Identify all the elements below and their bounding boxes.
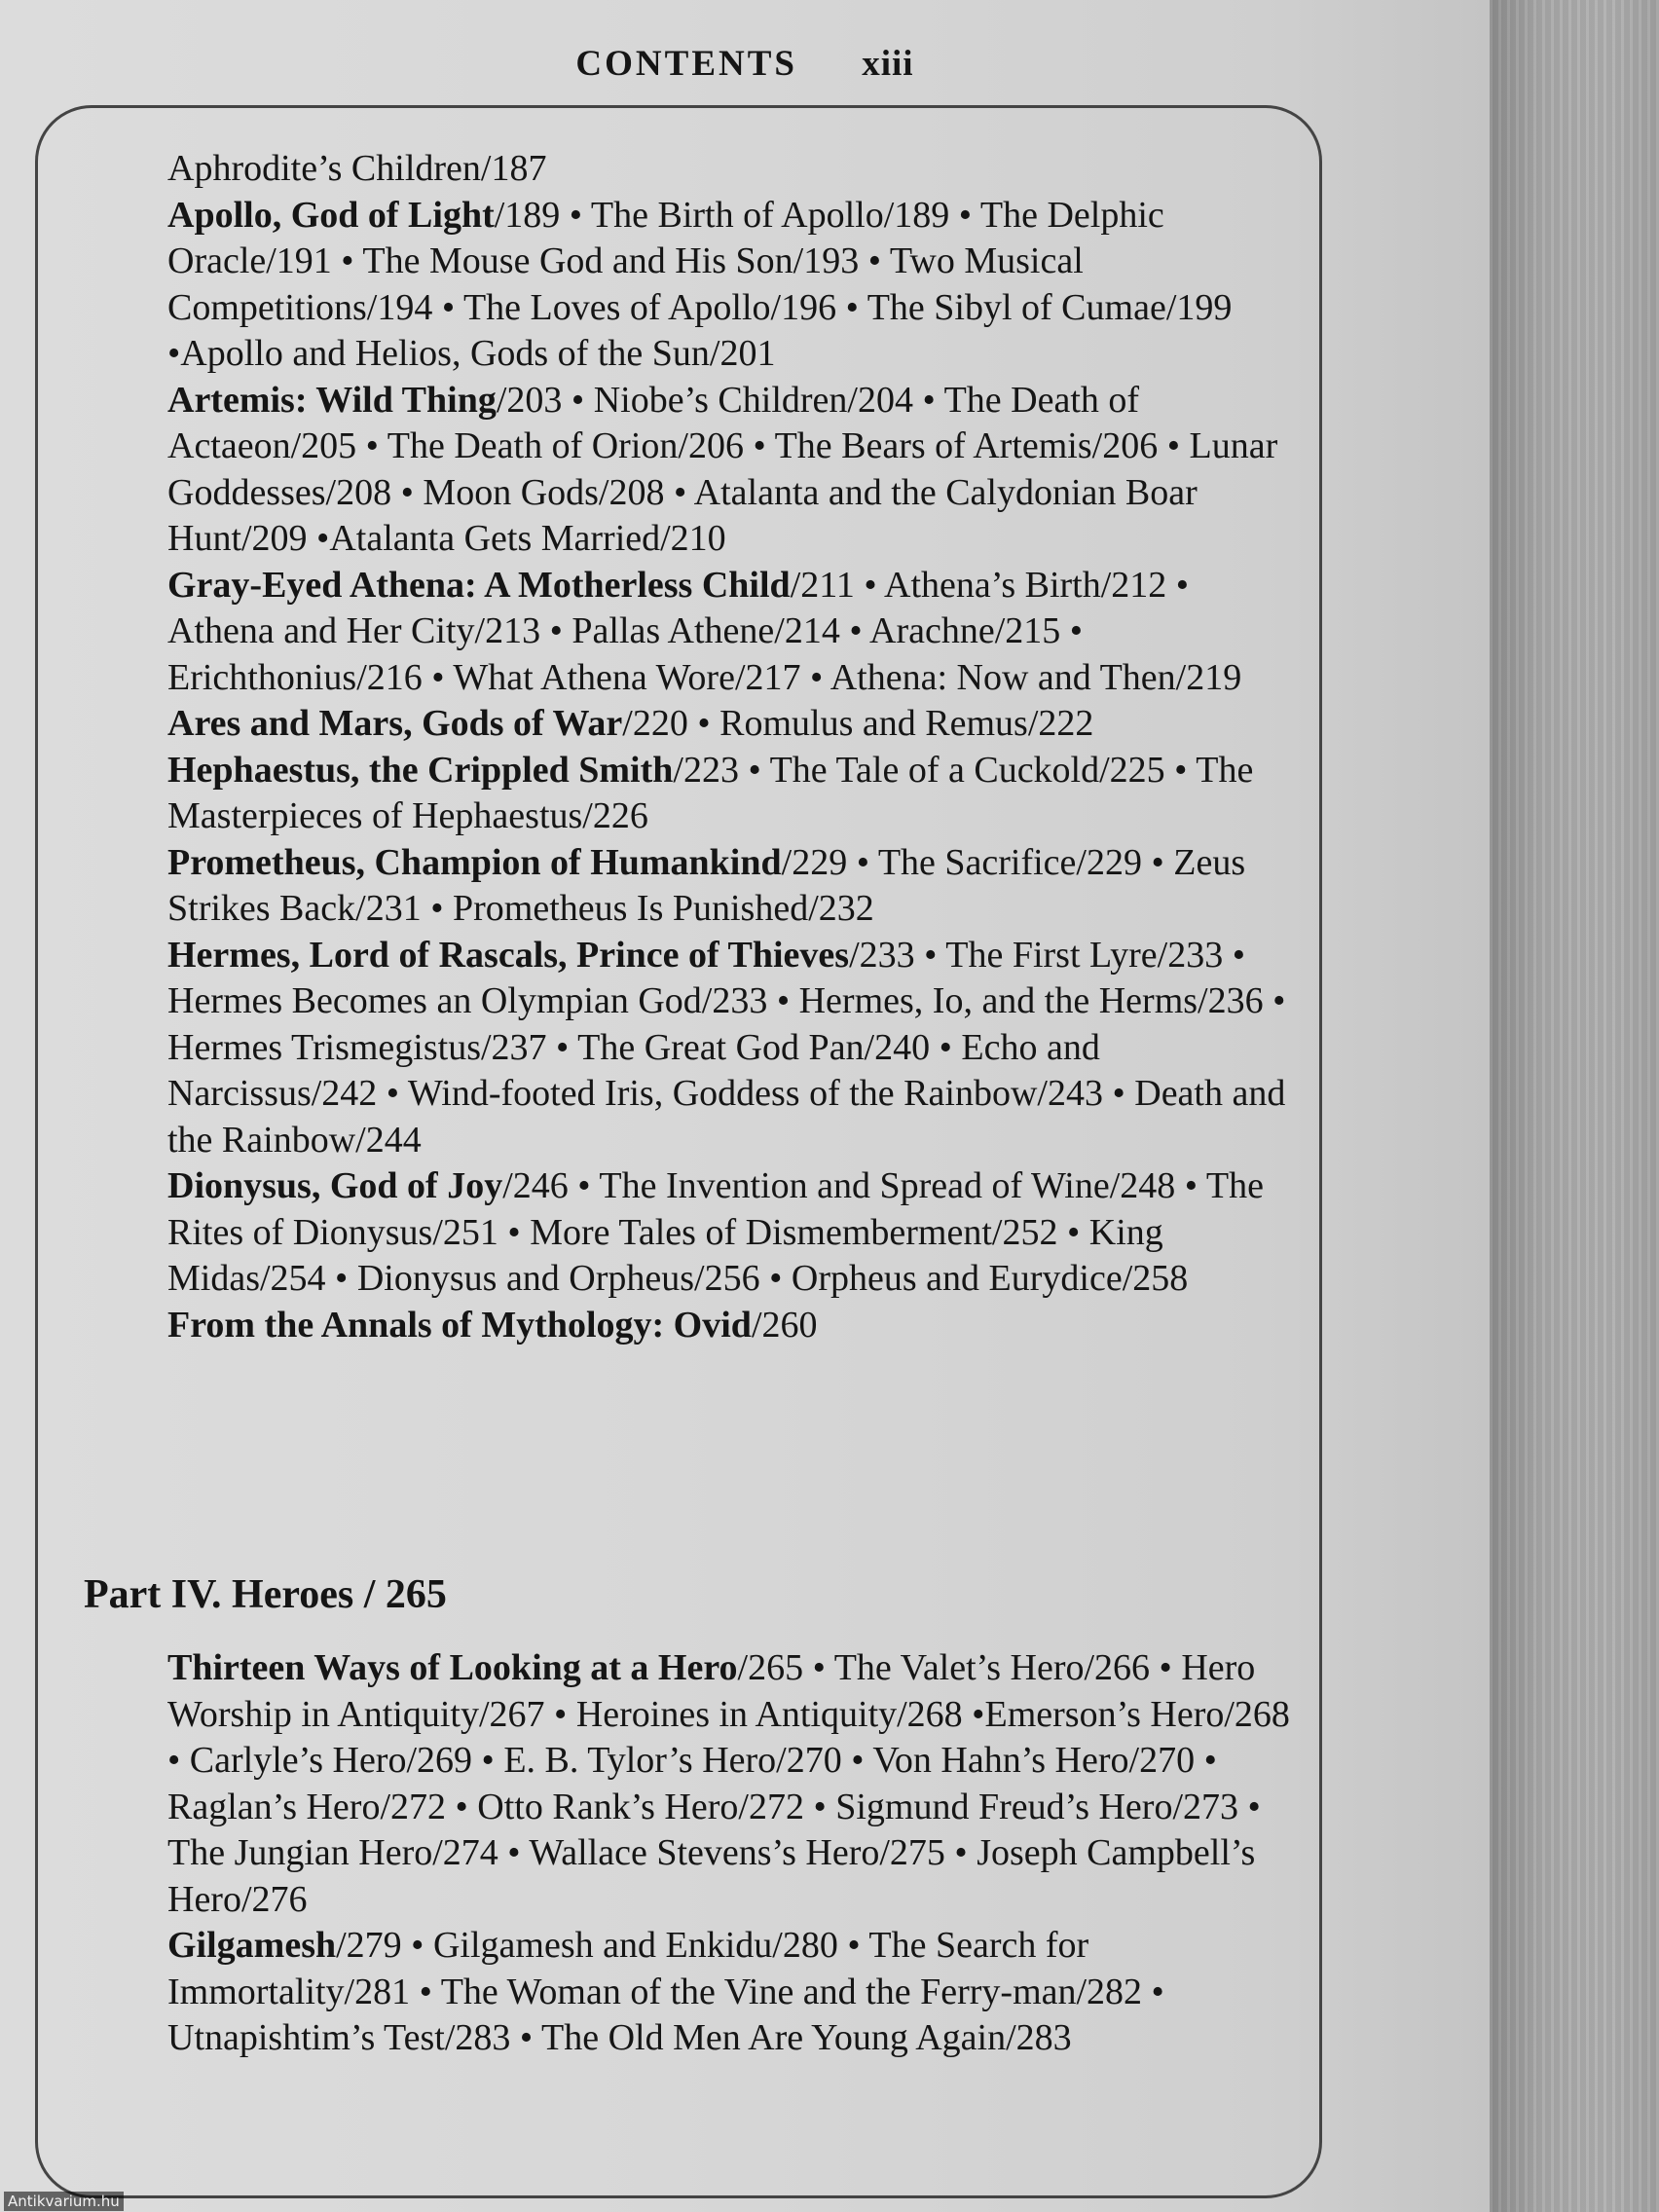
- toc-entry-rest: /279 • Gilgamesh and Enkidu/280 • The Search for Immortality/281 • The Woman of the Vine and the Ferry-man/282 • Utnapishtim’s Test/283 • The Old Men Are Young Again/283: [167, 1925, 1164, 2058]
- toc-entry-lead: Hephaestus, the Crippled Smith: [167, 749, 674, 791]
- toc-entry-lead: Gilgamesh: [167, 1925, 337, 1966]
- toc-entry-lead: Apollo, God of Light: [167, 194, 495, 236]
- toc-entry-rest: /265 • The Valet’s Hero/266 • Hero Worship in Antiquity/267 • Heroines in Antiquity/268 •Emerson’s Hero/268 • Carlyle’s Hero/269 • E. B. Tylor’s Hero/270 • Von Hahn’s Hero/270 • Raglan’s Hero/272 • Otto Rank’s Hero/272 • Sigmund Freud’s Hero/273 • The Jungian Hero/274 • Wallace Stevens’s Hero/275 • Joseph Campbell’s Hero/276: [167, 1647, 1290, 1920]
- toc-entry-lead: Ares and Mars, Gods of War: [167, 703, 623, 744]
- toc-entry: [167, 1163, 1297, 1303]
- toc-entry-lead: Dionysus, God of Joy: [167, 1165, 503, 1206]
- header-page-number: xiii: [862, 44, 914, 84]
- toc-entry-rest: /233 • The First Lyre/233 • Hermes Becomes an Olympian God/233 • Hermes, Io, and the Herms/236 • Hermes Trismegistus/237 • The Great God Pan/240 • Echo and Narcissus/242 • Wind-footed Iris, Goddess of the Rainbow/243 • Death and the Rainbow/244: [167, 934, 1286, 1161]
- watermark: Antikvarium.hu: [4, 2192, 124, 2211]
- toc-entry-lead: Hermes, Lord of Rascals, Prince of Thieves: [167, 934, 850, 976]
- contents-block-part-iii: [167, 146, 1297, 1348]
- toc-entry: [167, 146, 1297, 193]
- toc-entry-lead: Thirteen Ways of Looking at a Hero: [167, 1647, 738, 1688]
- background-surface: [1490, 0, 1659, 2212]
- toc-entry: [167, 748, 1297, 840]
- part-heading: Part IV. Heroes / 265: [84, 1572, 447, 1617]
- toc-entry: [167, 1923, 1297, 2062]
- running-header: [0, 43, 1490, 85]
- toc-entry-rest: /229 • The Sacrifice/229 • Zeus Strikes Back/231 • Prometheus Is Punished/232: [167, 841, 1246, 929]
- toc-entry: [167, 840, 1297, 933]
- toc-entry: [167, 193, 1297, 378]
- toc-entry-lead: Gray-Eyed Athena: A Motherless Child: [167, 564, 791, 606]
- toc-entry-lead: Prometheus, Champion of Humankind: [167, 841, 782, 883]
- toc-entry: [167, 1303, 1297, 1349]
- toc-entry: [167, 933, 1297, 1164]
- toc-entry: [167, 701, 1297, 748]
- toc-entry-lead: Artemis: Wild Thing: [167, 379, 497, 421]
- toc-entry-rest: /260: [751, 1304, 818, 1346]
- toc-entry-rest: /223 • The Tale of a Cuckold/225 • The Masterpieces of Hephaestus/226: [167, 749, 1254, 836]
- toc-entry-rest: /220 • Romulus and Remus/222: [622, 703, 1094, 744]
- toc-entry-rest: /203 • Niobe’s Children/204 • The Death of Actaeon/205 • The Death of Orion/206 • The Bears of Artemis/206 • Lunar Goddesses/208 • Moon Gods/208 • Atalanta and the Calydonian Boar Hunt/209 •Atalanta Gets Married/210: [167, 379, 1278, 559]
- toc-entry-lead: From the Annals of Mythology: Ovid: [167, 1304, 752, 1346]
- header-title: CONTENTS: [575, 44, 797, 84]
- toc-entry-rest: Aphrodite’s Children/187: [167, 148, 547, 189]
- toc-entry: [167, 1645, 1297, 1923]
- contents-block-part-iv: [167, 1645, 1297, 2062]
- toc-entry-rest: /189 • The Birth of Apollo/189 • The Delphic Oracle/191 • The Mouse God and His Son/193 • Two Musical Competitions/194 • The Loves of Apollo/196 • The Sibyl of Cumae/199 •Apollo and Helios, Gods of the Sun/201: [167, 194, 1233, 374]
- toc-entry-rest: /211 • Athena’s Birth/212 • Athena and Her City/213 • Pallas Athene/214 • Arachne/215 • Erichthonius/216 • What Athena Wore/217 • Athena: Now and Then/219: [167, 564, 1242, 698]
- toc-entry: [167, 563, 1297, 702]
- toc-entry: [167, 378, 1297, 563]
- toc-entry-rest: /246 • The Invention and Spread of Wine/248 • The Rites of Dionysus/251 • More Tales of Dismemberment/252 • King Midas/254 • Dionysus and Orpheus/256 • Orpheus and Eurydice/258: [167, 1165, 1264, 1299]
